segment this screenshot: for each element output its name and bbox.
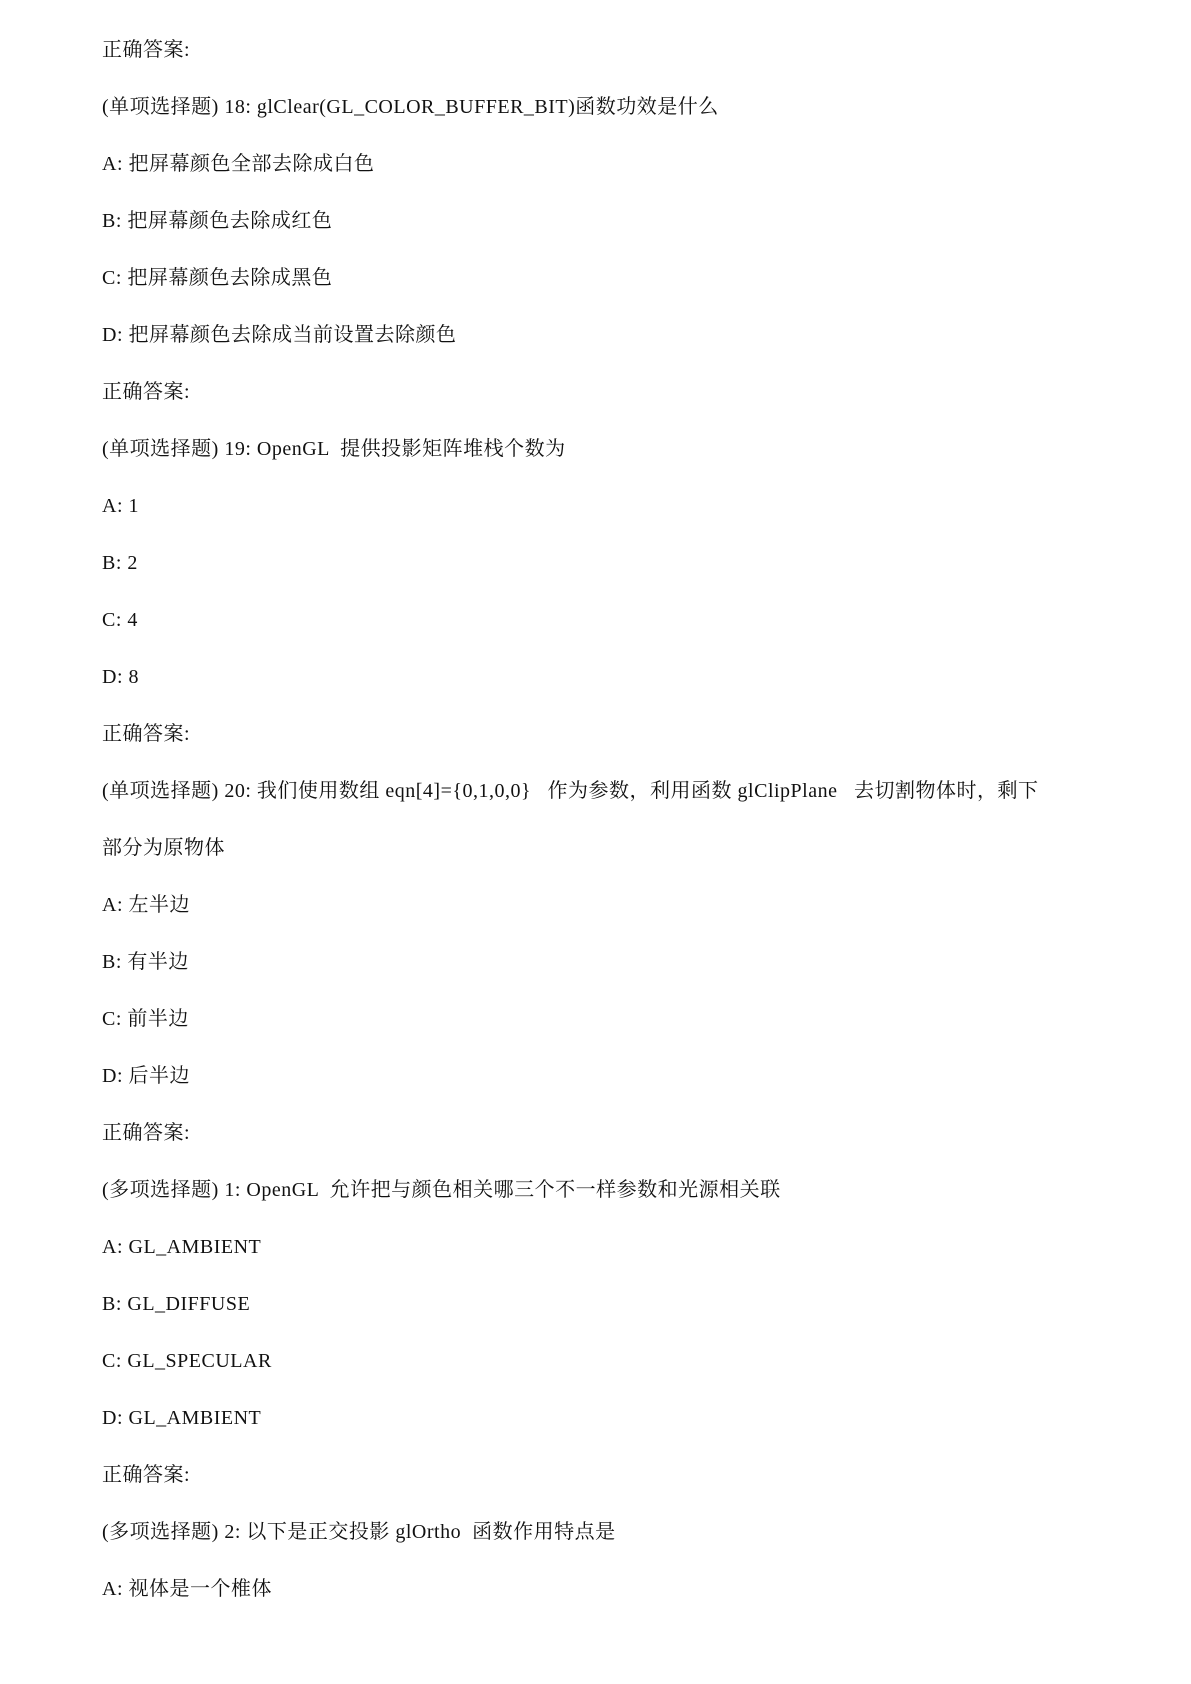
- answer-label: 正确答案:: [102, 1122, 191, 1144]
- option-a: A: 左半边: [102, 894, 190, 916]
- option-d: D: 后半边: [102, 1065, 190, 1087]
- option-b: B: 有半边: [102, 951, 189, 973]
- option-c: C: 前半边: [102, 1008, 189, 1030]
- option-b: B: GL_DIFFUSE: [102, 1293, 251, 1315]
- answer-label: 正确答案:: [102, 723, 191, 745]
- option-b: B: 把屏幕颜色去除成红色: [102, 210, 333, 232]
- option-d: D: GL_AMBIENT: [102, 1407, 262, 1429]
- option-a: A: 把屏幕颜色全部去除成白色: [102, 153, 375, 175]
- answer-label: 正确答案:: [102, 381, 191, 403]
- answer-label: 正确答案:: [102, 1464, 191, 1486]
- option-a: A: 1: [102, 495, 139, 517]
- option-d: D: 把屏幕颜色去除成当前设置去除颜色: [102, 324, 457, 346]
- option-d: D: 8: [102, 666, 139, 688]
- option-c: C: GL_SPECULAR: [102, 1350, 272, 1372]
- question-20-continuation: 部分为原物体: [102, 837, 225, 859]
- option-c: C: 4: [102, 609, 138, 631]
- multi-question-2: (多项选择题) 2: 以下是正交投影 glOrtho 函数作用特点是: [102, 1521, 616, 1543]
- option-c: C: 把屏幕颜色去除成黑色: [102, 267, 333, 289]
- option-a: A: GL_AMBIENT: [102, 1236, 262, 1258]
- question-19: (单项选择题) 19: OpenGL 提供投影矩阵堆栈个数为: [102, 438, 566, 460]
- multi-question-1: (多项选择题) 1: OpenGL 允许把与颜色相关哪三个不一样参数和光源相关联: [102, 1179, 781, 1201]
- question-18: (单项选择题) 18: glClear(GL_COLOR_BUFFER_BIT)函数功效是什么: [102, 96, 719, 118]
- answer-label: 正确答案:: [102, 39, 191, 61]
- option-a: A: 视体是一个椎体: [102, 1578, 272, 1600]
- question-20: (单项选择题) 20: 我们使用数组 eqn[4]={0,1,0,0} 作为参数，利用函数 glClipPlane 去切割物体时，剩下: [102, 780, 1039, 802]
- option-b: B: 2: [102, 552, 138, 574]
